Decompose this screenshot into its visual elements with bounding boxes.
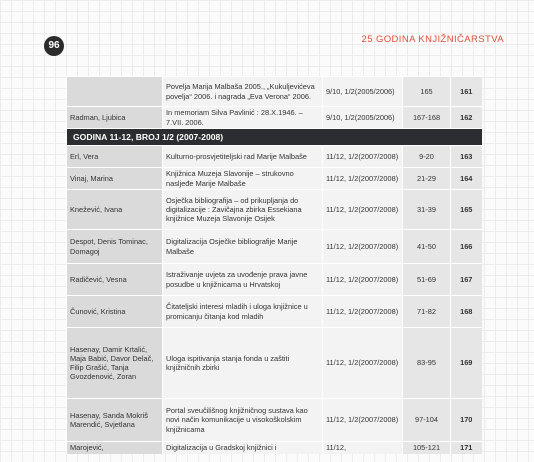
title-cell: Čitateljski interesi mladih i uloga knjižnice u promicanju čitanja kod mladih	[163, 296, 323, 328]
author-cell: Radičević, Vesna	[67, 264, 163, 296]
pages-cell: 97-104	[403, 399, 451, 442]
author-cell: Hasenay, Sanda Mokriš Marendić, Svjetlana	[67, 399, 163, 442]
table-row	[67, 77, 482, 107]
pages-cell: 31-39	[403, 190, 451, 230]
page-number-badge: 96	[44, 36, 64, 56]
pages-cell: 21-29	[403, 168, 451, 190]
entry-number-cell: 164	[451, 168, 482, 190]
page-header	[0, 0, 534, 70]
pages-cell: 41-50	[403, 230, 451, 264]
title-cell: Uloga ispitivanja stanja fonda u zaštiti knjižničnih zbirki	[163, 328, 323, 399]
pages-cell: 165	[403, 77, 451, 107]
issue-cell: 9/10, 1/2(2005/2006)	[323, 107, 403, 129]
author-cell: Erl, Vera	[67, 146, 163, 168]
entry-number-cell: 163	[451, 146, 482, 168]
author-cell: Marojević,	[67, 442, 163, 454]
author-cell: Hasenay, Damir Krtalić, Maja Babić, Davor Delač, Filip Grašić, Tanja Gvozdenović, Zoran	[67, 328, 163, 399]
pages-cell: 167-168	[403, 107, 451, 129]
section-header-row	[67, 129, 482, 146]
title-cell: Digitalizacija u Gradskoj knjižnici i	[163, 442, 323, 454]
table-row	[67, 442, 482, 454]
issue-cell: 9/10, 1/2(2005/2006)	[323, 77, 403, 107]
entry-number-cell: 167	[451, 264, 482, 296]
title-cell: Osječka bibliografija – od prikupljanja do digitalizacije : Zavičajna zbirka Essekiana knjižnice Muzeja Slavonije Osijek	[163, 190, 323, 230]
table-row	[67, 264, 482, 296]
author-cell: Knežević, Ivana	[67, 190, 163, 230]
issue-cell: 11/12, 1/2(2007/2008)	[323, 328, 403, 399]
issue-cell: 11/12, 1/2(2007/2008)	[323, 230, 403, 264]
pages-cell: 83-95	[403, 328, 451, 399]
section-heading: GODINA 11-12, BROJ 1/2 (2007-2008)	[67, 129, 482, 146]
table-row	[67, 146, 482, 168]
author-cell: Vinaj, Marina	[67, 168, 163, 190]
entry-number-cell: 168	[451, 296, 482, 328]
issue-cell: 11/12, 1/2(2007/2008)	[323, 296, 403, 328]
author-cell: Radman, Ljubica	[67, 107, 163, 129]
table-row	[67, 230, 482, 264]
title-cell: Povelja Marija Malbaša 2005., „Kukuljevićeva povelja“ 2006. i nagrada „Eva Verona“ 2006.	[163, 77, 323, 107]
entry-number-cell: 166	[451, 230, 482, 264]
author-cell	[67, 77, 163, 107]
author-cell: Despot, Denis Tominac, Domagoj	[67, 230, 163, 264]
entry-number-cell: 171	[451, 442, 482, 454]
pages-cell: 71-82	[403, 296, 451, 328]
author-cell: Čunović, Kristina	[67, 296, 163, 328]
table-row	[67, 296, 482, 328]
pages-cell: 9-20	[403, 146, 451, 168]
issue-cell: 11/12, 1/2(2007/2008)	[323, 146, 403, 168]
issue-cell: 11/12, 1/2(2007/2008)	[323, 264, 403, 296]
entry-number-cell: 162	[451, 107, 482, 129]
entry-number-cell: 165	[451, 190, 482, 230]
entry-number-cell: 170	[451, 399, 482, 442]
title-cell: In memoriam Silva Pavlinić : 28.X.1946. – 7.VII. 2006.	[163, 107, 323, 129]
running-title: 25 GODINA KNJIŽNIČARSTVA	[361, 34, 504, 45]
table-row	[67, 399, 482, 442]
table-row	[67, 107, 482, 129]
title-cell: Knjižnica Muzeja Slavonije – strukovno nasljeđe Marije Malbaše	[163, 168, 323, 190]
title-cell: Kulturno-prosvjetiteljski rad Marije Malbaše	[163, 146, 323, 168]
table-row	[67, 328, 482, 399]
issue-cell: 11/12, 1/2(2007/2008)	[323, 399, 403, 442]
issue-cell: 11/12, 1/2(2007/2008)	[323, 190, 403, 230]
title-cell: Digitalizacija Osječke bibliografije Marije Malbaše	[163, 230, 323, 264]
bibliography-table	[66, 76, 482, 454]
entry-number-cell: 169	[451, 328, 482, 399]
table-row	[67, 168, 482, 190]
issue-cell: 11/12, 1/2(2007/2008)	[323, 168, 403, 190]
title-cell: Portal sveučilišnog knjižničnog sustava kao novi način komunikacije u visokoškolskim knjižnicama	[163, 399, 323, 442]
pages-cell: 51-69	[403, 264, 451, 296]
pages-cell: 105-121	[403, 442, 451, 454]
title-cell: Istraživanje uvjeta za uvođenje prava javne posudbe u knjižnicama u Hrvatskoj	[163, 264, 323, 296]
table-row	[67, 190, 482, 230]
entry-number-cell: 161	[451, 77, 482, 107]
issue-cell: 11/12,	[323, 442, 403, 454]
